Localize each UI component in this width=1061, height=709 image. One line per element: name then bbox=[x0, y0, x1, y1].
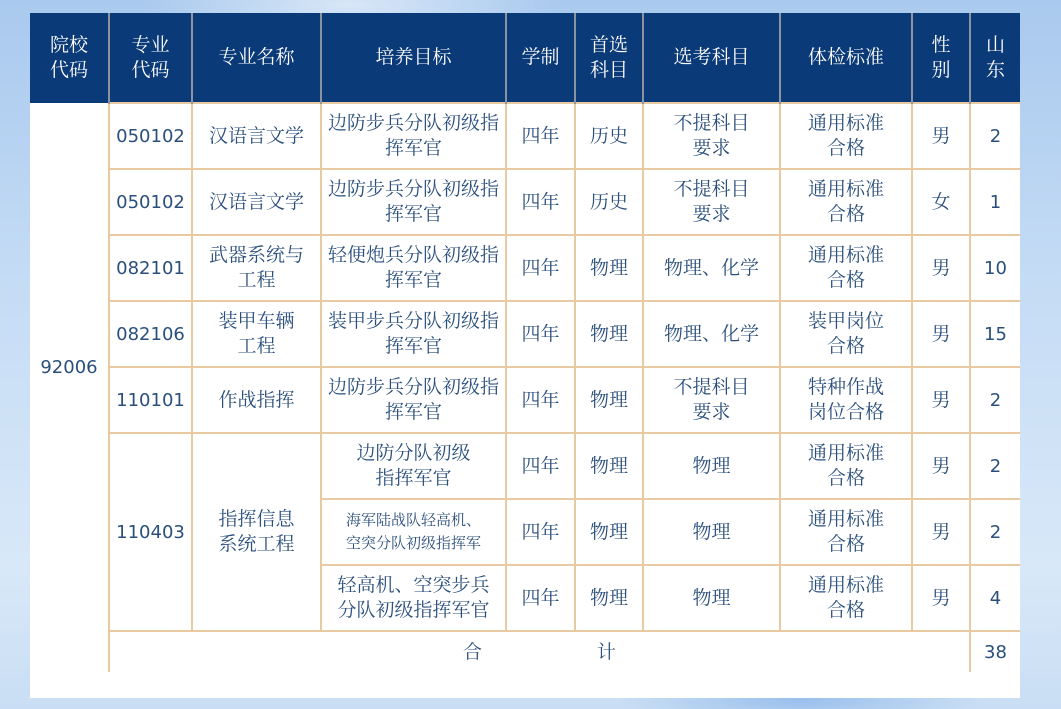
duration-cell: 四年 bbox=[506, 169, 575, 235]
elective-subjects-cell bbox=[643, 169, 780, 235]
training-goal-cell bbox=[321, 103, 506, 169]
major-code-cell: 050102 bbox=[109, 169, 192, 235]
header-major-code bbox=[109, 13, 192, 103]
shandong-quota-cell: 2 bbox=[970, 103, 1020, 169]
table-row bbox=[30, 433, 1020, 499]
header-primary-subject bbox=[575, 13, 643, 103]
physical-standard-text: 通用标准 合格 bbox=[807, 244, 884, 291]
total-value-cell: 38 bbox=[970, 631, 1020, 672]
header-label: 专业 代码 bbox=[131, 33, 170, 81]
training-goal-cell bbox=[321, 499, 506, 565]
major-name-cell: 汉语言文学 bbox=[192, 103, 321, 169]
major-name-cell bbox=[192, 433, 321, 631]
gender-cell: 男 bbox=[912, 433, 970, 499]
gender-cell: 男 bbox=[912, 301, 970, 367]
duration-cell: 四年 bbox=[506, 433, 575, 499]
header-label: 山 东 bbox=[985, 33, 1005, 81]
physical-standard-cell bbox=[780, 301, 912, 367]
physical-standard-cell bbox=[780, 433, 912, 499]
physical-standard-cell bbox=[780, 169, 912, 235]
gender-cell: 男 bbox=[912, 235, 970, 301]
gender-cell: 男 bbox=[912, 367, 970, 433]
major-name-cell bbox=[192, 301, 321, 367]
header-label: 培养目标 bbox=[375, 46, 452, 68]
header-label: 选考科目 bbox=[673, 46, 750, 68]
header-label: 院校 代码 bbox=[49, 34, 88, 81]
header-school-code bbox=[30, 13, 109, 103]
major-name-cell: 汉语言文学 bbox=[192, 169, 321, 235]
elective-subjects-cell: 物理、化学 bbox=[643, 301, 780, 367]
primary-subject-cell: 物理 bbox=[575, 367, 643, 433]
header-training-goal bbox=[321, 13, 506, 103]
table-header-row bbox=[30, 13, 1020, 103]
header-physical-standard bbox=[780, 13, 912, 103]
physical-standard-text: 通用标准 合格 bbox=[807, 178, 884, 225]
major-code-cell: 082106 bbox=[109, 301, 192, 367]
major-name-cell: 作战指挥 bbox=[192, 367, 321, 433]
total-label-part-1: 合 bbox=[462, 640, 482, 663]
shandong-quota-cell: 2 bbox=[970, 499, 1020, 565]
major-name-text: 指挥信息 系统工程 bbox=[218, 508, 295, 555]
major-name-cell bbox=[192, 235, 321, 301]
shandong-quota-cell: 1 bbox=[970, 169, 1020, 235]
shandong-quota-cell: 10 bbox=[970, 235, 1020, 301]
header-shandong bbox=[970, 13, 1020, 103]
training-goal-text: 装甲步兵分队初级指 挥军官 bbox=[327, 310, 499, 357]
header-duration bbox=[506, 13, 575, 103]
training-goal-cell bbox=[321, 367, 506, 433]
total-label-cell bbox=[109, 631, 970, 672]
school-code-cell: 92006 bbox=[30, 103, 109, 631]
header-label: 首选 科目 bbox=[589, 33, 628, 81]
header-label: 学制 bbox=[521, 46, 560, 68]
major-code-cell: 110403 bbox=[109, 433, 192, 631]
elective-subjects-text: 不提科目 要求 bbox=[673, 112, 750, 159]
physical-standard-text: 通用标准 合格 bbox=[807, 112, 884, 159]
table-row bbox=[30, 103, 1020, 169]
duration-cell: 四年 bbox=[506, 367, 575, 433]
total-row bbox=[30, 631, 1020, 672]
physical-standard-text: 装甲岗位 合格 bbox=[807, 310, 884, 357]
header-major-name bbox=[192, 13, 321, 103]
primary-subject-cell: 物理 bbox=[575, 301, 643, 367]
gender-cell: 男 bbox=[912, 565, 970, 631]
elective-subjects-cell: 物理 bbox=[643, 565, 780, 631]
physical-standard-text: 特种作战 岗位合格 bbox=[807, 376, 884, 423]
training-goal-cell bbox=[321, 433, 506, 499]
training-goal-text: 海军陆战队轻高机、 空突分队初级指挥军 bbox=[345, 511, 481, 552]
physical-standard-text: 通用标准 合格 bbox=[807, 508, 884, 555]
elective-subjects-cell bbox=[643, 103, 780, 169]
gender-cell: 女 bbox=[912, 169, 970, 235]
elective-subjects-cell: 物理 bbox=[643, 433, 780, 499]
header-gender bbox=[912, 13, 970, 103]
primary-subject-cell: 历史 bbox=[575, 169, 643, 235]
major-name-text: 武器系统与 工程 bbox=[208, 244, 304, 291]
header-label: 体检标准 bbox=[807, 46, 884, 68]
physical-standard-cell bbox=[780, 499, 912, 565]
gender-cell: 男 bbox=[912, 499, 970, 565]
physical-standard-text: 通用标准 合格 bbox=[807, 574, 884, 621]
elective-subjects-text: 不提科目 要求 bbox=[673, 376, 750, 423]
training-goal-text: 轻高机、空突步兵 分队初级指挥军官 bbox=[337, 574, 490, 621]
shandong-quota-cell: 2 bbox=[970, 433, 1020, 499]
header-elective-subjects bbox=[643, 13, 780, 103]
header-label: 性 别 bbox=[931, 33, 951, 81]
duration-cell: 四年 bbox=[506, 565, 575, 631]
shandong-quota-cell: 2 bbox=[970, 367, 1020, 433]
gender-cell: 男 bbox=[912, 103, 970, 169]
training-goal-cell bbox=[321, 565, 506, 631]
training-goal-text: 边防步兵分队初级指 挥军官 bbox=[327, 376, 499, 423]
total-row-spacer bbox=[30, 631, 109, 672]
primary-subject-cell: 物理 bbox=[575, 565, 643, 631]
major-code-cell: 050102 bbox=[109, 103, 192, 169]
major-name-text: 装甲车辆 工程 bbox=[218, 310, 295, 357]
physical-standard-cell bbox=[780, 367, 912, 433]
table-row bbox=[30, 301, 1020, 367]
table-row bbox=[30, 367, 1020, 433]
primary-subject-cell: 历史 bbox=[575, 103, 643, 169]
header-label: 专业名称 bbox=[218, 46, 295, 68]
total-label-part-2: 计 bbox=[597, 640, 617, 663]
duration-cell: 四年 bbox=[506, 301, 575, 367]
table-row bbox=[30, 169, 1020, 235]
training-goal-text: 边防分队初级 指挥军官 bbox=[356, 442, 471, 489]
major-code-cell: 110101 bbox=[109, 367, 192, 433]
physical-standard-cell bbox=[780, 565, 912, 631]
duration-cell: 四年 bbox=[506, 103, 575, 169]
physical-standard-text: 通用标准 合格 bbox=[807, 442, 884, 489]
training-goal-text: 轻便炮兵分队初级指 挥军官 bbox=[327, 244, 499, 291]
duration-cell: 四年 bbox=[506, 235, 575, 301]
elective-subjects-cell bbox=[643, 367, 780, 433]
table-row bbox=[30, 235, 1020, 301]
shandong-quota-cell: 4 bbox=[970, 565, 1020, 631]
training-goal-text: 边防步兵分队初级指 挥军官 bbox=[327, 178, 499, 225]
training-goal-cell bbox=[321, 235, 506, 301]
training-goal-cell bbox=[321, 169, 506, 235]
shandong-quota-cell: 15 bbox=[970, 301, 1020, 367]
elective-subjects-cell: 物理、化学 bbox=[643, 235, 780, 301]
physical-standard-cell bbox=[780, 103, 912, 169]
admission-plan-table bbox=[30, 13, 1020, 672]
elective-subjects-cell: 物理 bbox=[643, 499, 780, 565]
physical-standard-cell bbox=[780, 235, 912, 301]
training-goal-text: 边防步兵分队初级指 挥军官 bbox=[327, 112, 499, 159]
primary-subject-cell: 物理 bbox=[575, 499, 643, 565]
primary-subject-cell: 物理 bbox=[575, 433, 643, 499]
elective-subjects-text: 不提科目 要求 bbox=[673, 178, 750, 225]
duration-cell: 四年 bbox=[506, 499, 575, 565]
primary-subject-cell: 物理 bbox=[575, 235, 643, 301]
major-code-cell: 082101 bbox=[109, 235, 192, 301]
training-goal-cell bbox=[321, 301, 506, 367]
